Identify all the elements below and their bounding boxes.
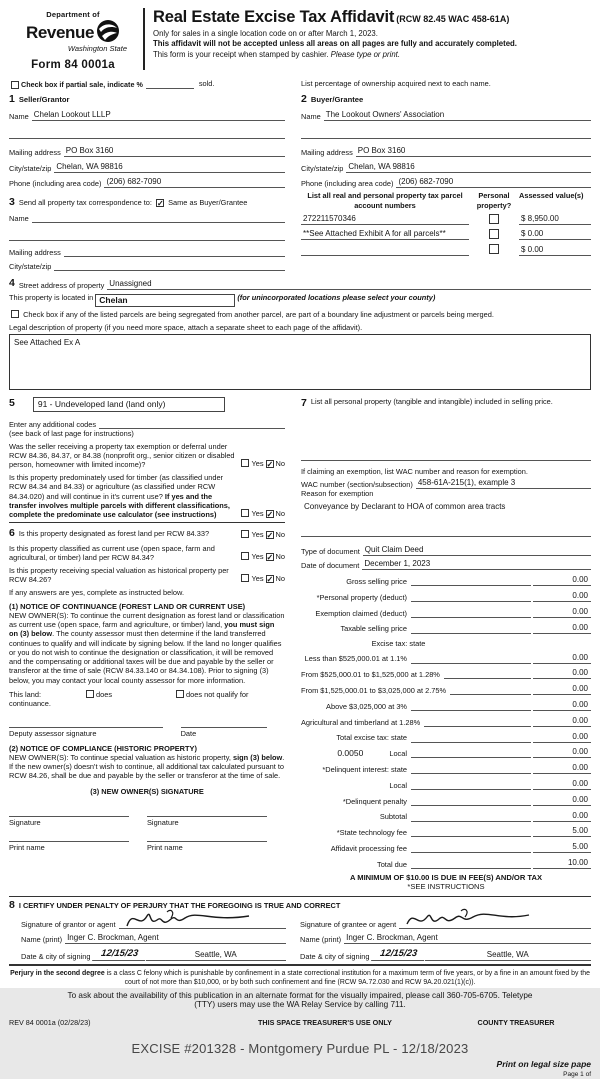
grantee-signature-label: Signature of grantee or agent [300, 919, 397, 929]
perjury-statement: Perjury in the second degree is a class C felony which is punishable by confinement in a state correctional institution for a maximum term of five years, or by a fine in an amount fixed by the court of not more than $10,000, or by both such confinement and fine (RCW 9A.72.030 and RCW 9A.20.021(1)(c)). [10, 969, 590, 986]
street-address-label: Street address of property [18, 281, 105, 290]
buyer-mailing-field[interactable]: PO Box 3160 [356, 146, 591, 157]
legal-description-field[interactable]: See Attached Ex A [9, 334, 591, 390]
owner-signature-field-2[interactable] [147, 808, 267, 817]
additional-codes-label: Enter any additional codes [9, 419, 97, 429]
type-of-document-field[interactable]: Quit Claim Deed [363, 545, 591, 556]
minimum-due-note: A MINIMUM OF $10.00 IS DUE IN FEE(S) AND/OR TAX [349, 872, 543, 882]
county-treasurer-label: COUNTY TREASURER [477, 1017, 555, 1027]
county-note: (for unincorporated locations please select your county) [237, 293, 436, 303]
personal-property-checkbox[interactable] [489, 229, 499, 239]
affidavit-processing-fee-value[interactable]: 5.00 [533, 842, 591, 853]
header-note-3: This form is your receipt when stamped by cashier. Please type or print. [153, 50, 401, 60]
new-owner-signature-title: (3) NEW OWNER(S) SIGNATURE [90, 786, 204, 796]
tax-corr-name-field[interactable] [32, 214, 285, 223]
washington-state-label: Washington State [67, 43, 127, 53]
subtotal-value[interactable]: 0.00 [533, 811, 591, 822]
form-title: Real Estate Excise Tax Affidavit [153, 8, 395, 26]
land-use-code-select[interactable]: 91 - Undeveloped land (land only) [33, 397, 225, 412]
local-tax-value[interactable]: 0.00 [533, 747, 591, 758]
tier2-row: From $525,000.01 to $1,525,000 at 1.28% 0.00 [301, 668, 591, 679]
parcel-numbers-header: List all real and personal property tax parcel account numbers [307, 191, 463, 210]
parcel-number-field[interactable]: **See Attached Exhibit A for all parcels** [301, 229, 469, 240]
seller-phone-field[interactable]: (206) 682-7090 [104, 177, 285, 188]
state-technology-fee-value[interactable]: 5.00 [533, 826, 591, 837]
print-name-label: Print name [9, 843, 45, 853]
buyer-phone-field[interactable]: (206) 682-7090 [396, 177, 591, 188]
excise-tax-state-header: Excise tax: state [371, 638, 426, 648]
affidavit-processing-fee-row: Affidavit processing fee 5.00 [301, 842, 591, 853]
ownership-percentage-note: List percentage of ownership acquired next to each name. [301, 79, 491, 89]
deputy-assessor-signature-field[interactable] [9, 719, 163, 728]
does-label: does [96, 689, 113, 699]
reason-for-exemption-field[interactable]: Conveyance by Declarant to HOA of common area tracts [304, 502, 506, 512]
page-number-note: Page 1 of [563, 1070, 591, 1078]
tier4-value[interactable]: 0.00 [533, 700, 591, 711]
personal-property-checkbox[interactable] [489, 214, 499, 224]
section2-header: 2 Buyer/Grantee [301, 92, 364, 105]
tier4-row: Above $3,025,000 at 3% 0.00 [301, 700, 591, 711]
seller-name2-field[interactable] [9, 130, 285, 139]
grantee-signature-ink [403, 906, 533, 932]
dor-logo-block [9, 6, 137, 72]
section4: 4 Street address of property Unassigned This property is located in Chelan (for unincorporated locations please select your county) Check box if any of the listed parcels are being segregated from another parcel, are part of a boundary line adjustment or parcels being merged. Legal description of property (if you need more space, attach a separate sheet to each page of the affidavit). See Attached Ex A [9, 277, 591, 390]
notice2-body: NEW OWNER(S): To continue special valuation as historic property, sign (3) below. If the new owner(s) doesn't wish to continue, all additional tax calculated pursuant to RCW 84.26, shall be due and payable by the seller or transferor at the time of sale. [9, 752, 285, 781]
subtotal-row: Subtotal 0.00 [301, 811, 591, 822]
state-technology-fee-row: *State technology fee 5.00 [301, 826, 591, 837]
does-not-checkbox[interactable] [176, 690, 184, 698]
delinquent-interest-local-row: Local 0.00 [301, 779, 591, 790]
gross-selling-price-row: Gross selling price 0.00 [301, 575, 591, 586]
legal-description-label: Legal description of property (if you need more space, attach a separate sheet to each page of the affidavit). [9, 322, 363, 332]
grantee-date-city-label: Date & city of signing [300, 951, 370, 961]
print-legal-size-note: Print on legal size pape [496, 1058, 591, 1069]
personal-property-checkbox[interactable] [489, 244, 499, 254]
header-note-1: Only for sales in a single location code on or after March 1, 2023. [153, 28, 378, 38]
q-exemption-yes-checkbox[interactable] [241, 459, 249, 467]
grantor-signature-ink [123, 906, 253, 932]
q-forest-yes-checkbox[interactable] [241, 530, 249, 538]
revenue-wordmark: Revenue [25, 22, 95, 42]
segregated-checkbox[interactable] [11, 310, 19, 318]
signature-label: Signature [147, 817, 179, 827]
tier2-value[interactable]: 0.00 [533, 668, 591, 679]
treasurer-use-label: THIS SPACE TREASURER'S USE ONLY [258, 1017, 392, 1027]
instructions-note: If any answers are yes, complete as instructed below. [9, 588, 184, 598]
personal-property-header: Personal property? [476, 191, 512, 210]
total-due-value[interactable]: 10.00 [533, 858, 591, 869]
form-header [9, 6, 591, 72]
seller-mailing-field[interactable]: PO Box 3160 [64, 146, 285, 157]
exemption-claimed-row: Exemption claimed (deduct) 0.00 [301, 607, 591, 618]
seller-name-label: Name [9, 112, 29, 121]
grantor-city-field[interactable]: Seattle, WA [146, 950, 286, 961]
grantee-signature-field[interactable] [399, 918, 591, 929]
header-note-2: This affidavit will not be accepted unless all areas on all pages are fully and accurately completed. [153, 39, 517, 49]
does-checkbox[interactable] [86, 690, 94, 698]
grantor-signature-label: Signature of grantor or agent [21, 919, 116, 929]
exemption-note: If claiming an exemption, list WAC number and reason for exemption. [301, 466, 528, 476]
grantor-print-name-label: Name (print) [21, 934, 63, 944]
footer-row [9, 1018, 591, 1027]
historic-property-question: Is this property receiving special valuation as historical property per RCW 84.26? Yes ✓ No [9, 565, 285, 585]
taxable-selling-price-value[interactable]: 0.00 [533, 623, 591, 634]
q-forest-no-checkbox[interactable]: ✓ [266, 531, 274, 541]
parcel-row [301, 244, 591, 255]
same-as-buyer-label: Same as Buyer/Grantee [168, 198, 248, 208]
assessed-value-field[interactable]: $ 8,950.00 [519, 214, 591, 225]
deputy-date-field[interactable] [181, 719, 267, 728]
q-timber-yes-checkbox[interactable] [241, 509, 249, 517]
delinquent-interest-state-row: *Delinquent interest: state 0.00 [301, 763, 591, 774]
timber-agriculture-question: Is this property predominately used for timber (as classified under RCW 84.34 and 84.33) or agriculture (as classified under RCW 84.34.020) and will continue in it's current use? If yes and the transfer involves multiple parcels with different classifications, complete the predominate use calculator (see instructions) Yes ✓ No [9, 473, 285, 519]
buyer-city-field[interactable]: Chelan, WA 98816 [346, 162, 591, 173]
total-excise-state-value[interactable]: 0.00 [533, 732, 591, 743]
assessed-values-header: Assessed value(s) [519, 191, 584, 201]
tax-corr-mailing-field[interactable] [64, 248, 285, 257]
local-rate-row: 0.0050 Local 0.00 [301, 747, 591, 758]
agricultural-timberland-value[interactable]: 0.00 [533, 716, 591, 727]
seller-city-field[interactable]: Chelan, WA 98816 [54, 162, 285, 173]
located-in-label: This property is located in [9, 293, 94, 303]
tax-corr-name2-field[interactable] [9, 232, 285, 241]
grantee-date-field[interactable]: 12/15/23 [372, 948, 427, 961]
seller-city-label: City/state/zip [9, 163, 52, 173]
reason-for-exemption-label: Reason for exemption [301, 489, 374, 499]
additional-codes-field[interactable] [99, 420, 285, 429]
delinquent-penalty-value[interactable]: 0.00 [533, 795, 591, 806]
date-of-document-field[interactable]: December 1, 2023 [362, 559, 591, 570]
print-name-label: Print name [147, 843, 183, 853]
personal-property-list-label: List all personal property (tangible and intangible) included in selling price. [310, 396, 553, 406]
assessed-value-field[interactable]: $ 0.00 [519, 245, 591, 256]
agricultural-timberland-row: Agricultural and timberland at 1.28% 0.00 [301, 716, 591, 727]
owner-printname-field-1[interactable] [9, 833, 129, 842]
tier3-row: From $1,525,000.01 to $3,025,000 at 2.75% 0.00 [301, 684, 591, 695]
date-of-document-label: Date of document [301, 561, 360, 571]
seller-phone-label: Phone (including area code) [9, 179, 102, 188]
certify-statement: I CERTIFY UNDER PENALTY OF PERJURY THAT THE FOREGOING IS TRUE AND CORRECT [18, 900, 341, 910]
owner-signature-field-1[interactable] [9, 808, 129, 817]
signature-label: Signature [9, 817, 41, 827]
parcel-row [301, 214, 591, 225]
continuance-label: continuance. [9, 699, 51, 709]
notice2-title: (2) NOTICE OF COMPLIANCE (HISTORIC PROPERTY) [9, 743, 197, 753]
section1-header: 1 Seller/Grantor [9, 92, 70, 105]
forest-land-question: 6 Is this property designated as forest land per RCW 84.33? Yes ✓ No [9, 527, 285, 541]
see-instructions-note: *SEE INSTRUCTIONS [407, 882, 485, 892]
tax-corr-mailing-label: Mailing address [9, 248, 61, 258]
type-of-document-label: Type of document [301, 547, 360, 557]
land-qualify-row [9, 690, 285, 699]
notice1-body: NEW OWNER(S): To continue the current designation as forest land or classification as current use (open space, farm and agriculture, or timber) land, you must sign on (3) below. The county assessor must then determine if the land transferred continues to qualify and will indicate by signing below. If the land no longer qualifies or you do not wish to continue the designation or classification, it will be removed and the compensating or additional taxes will be due and payable by the seller or transferor at the time of sale (RCW 84.33.140 or 84.34.108). Prior to signing (3) below, you may contact your local county assessor for more information. [9, 610, 285, 685]
accessibility-statement: To ask about the availability of this publication in an alternate format for the visually impaired, please call 360-705-6705. Teletype (TTY) users may use the WA Relay Service by calling 711. [67, 990, 533, 1010]
total-excise-state-row: Total excise tax: state 0.00 [301, 732, 591, 743]
county-select[interactable]: Chelan [95, 294, 235, 307]
delinquent-interest-state-value[interactable]: 0.00 [533, 763, 591, 774]
revenue-swirl-icon [96, 19, 120, 45]
q-historic-yes-checkbox[interactable] [241, 574, 249, 582]
this-land-label: This land: [9, 689, 42, 699]
exemption-deferral-question: Was the seller receiving a property tax exemption or deferral under RCW 84.36, 84.37, or 84.38 (nonprofit org., senior citizen or disabled person, homeowner with limited income)? Yes ✓ No [9, 441, 285, 470]
rev-form-number: REV 84 0001a (02/28/23) [9, 1017, 91, 1027]
see-back-note: (see back of last page for instructions) [9, 429, 134, 438]
section3-header: 3 Send all property tax correspondence to: ✓ Same as Buyer/Grantee [9, 196, 248, 209]
segregated-label: Check box if any of the listed parcels are being segregated from another parcel, are part of a boundary line adjustment or parcels being merged. [23, 310, 494, 320]
tax-corr-city-label: City/state/zip [9, 261, 52, 271]
owner-printname-field-2[interactable] [147, 833, 267, 842]
grantee-print-name-label: Name (print) [300, 934, 342, 944]
grantor-date-field[interactable]: 12/15/23 [93, 948, 148, 961]
deputy-assessor-label: Deputy assessor signature [9, 729, 97, 739]
deputy-date-label: Date [180, 729, 197, 739]
buyer-mailing-label: Mailing address [301, 148, 353, 157]
personal-property-deduct-row: *Personal property (deduct) 0.00 [301, 591, 591, 602]
buyer-name-label: Name [301, 112, 321, 121]
section5-number: 5 [9, 396, 15, 409]
header-divider [143, 8, 145, 70]
q-exemption-no-checkbox[interactable]: ✓ [266, 460, 274, 470]
delinquent-penalty-row: *Delinquent penalty 0.00 [301, 795, 591, 806]
personal-property-list-field[interactable] [301, 452, 591, 461]
total-due-row: Total due 10.00 [301, 858, 591, 869]
partial-sale-label: Check box if partial sale, indicate % [21, 79, 143, 89]
seller-mailing-label: Mailing address [9, 148, 61, 157]
exemption-claimed-value[interactable]: 0.00 [533, 607, 591, 618]
tax-corr-name-label: Name [9, 213, 29, 223]
section7-header: 7 List all personal property (tangible and intangible) included in selling price. [301, 396, 553, 409]
rcw-reference: (RCW 82.45 WAC 458-61A) [396, 14, 510, 24]
tier1-value[interactable]: 0.00 [533, 653, 591, 664]
wac-number-field[interactable]: 458-61A-215(1), example 3 [416, 478, 591, 489]
tier1-row: Less than $525,000.01 at 1.1% 0.00 [301, 653, 591, 664]
grantor-signature-field[interactable] [119, 918, 287, 929]
parcel-number-field[interactable] [301, 247, 469, 256]
wac-number-label: WAC number (section/subsection) [301, 479, 413, 489]
does-not-label: does not qualify for [186, 689, 249, 699]
parcel-row [301, 229, 591, 240]
excise-stamp: EXCISE #201328 - Montgomery Purdue PL - 12/18/2023 [131, 1040, 469, 1056]
same-as-buyer-checkbox[interactable]: ✓ [157, 199, 164, 209]
buyer-phone-label: Phone (including area code) [301, 179, 394, 188]
grantee-city-field[interactable]: Seattle, WA [425, 950, 591, 961]
section8-header: 8 I CERTIFY UNDER PENALTY OF PERJURY THAT THE FOREGOING IS TRUE AND CORRECT [9, 898, 341, 911]
assessed-value-field[interactable]: $ 0.00 [519, 229, 591, 240]
tier3-value[interactable]: 0.00 [533, 684, 591, 695]
buyer-name2-field[interactable] [301, 130, 591, 139]
partial-sale-percent-field[interactable] [146, 80, 194, 89]
q-historic-no-checkbox[interactable]: ✓ [266, 575, 274, 585]
gross-selling-price-value[interactable]: 0.00 [533, 575, 591, 586]
local-rate-value: 0.0050 [337, 747, 364, 758]
parcel-number-field[interactable]: 272211570346 [301, 214, 469, 225]
q-currentuse-yes-checkbox[interactable] [241, 552, 249, 560]
tax-corr-city-field[interactable] [54, 262, 285, 271]
buyer-city-label: City/state/zip [301, 163, 344, 173]
dept-of-label: Department of [46, 10, 100, 19]
delinquent-interest-local-value[interactable]: 0.00 [533, 779, 591, 790]
street-address-field[interactable]: Unassigned [107, 279, 227, 290]
q-currentuse-no-checkbox[interactable]: ✓ [266, 553, 274, 563]
personal-property-deduct-value[interactable]: 0.00 [533, 591, 591, 602]
taxable-selling-price-row: Taxable selling price 0.00 [301, 623, 591, 634]
current-use-question: Is this property classified as current use (open space, farm and agricultural, or timber) land per RCW 84.34? Yes ✓ No [9, 543, 285, 563]
parcel-table-header [301, 191, 591, 210]
sold-label: sold. [198, 79, 215, 89]
grantor-print-name-field[interactable]: Inger C. Brockman, Agent [65, 933, 286, 944]
q-timber-no-checkbox[interactable]: ✓ [266, 510, 274, 519]
grantor-date-city-label: Date & city of signing [21, 951, 91, 961]
grantee-print-name-field[interactable]: Inger C. Brockman, Agent [344, 933, 591, 944]
partial-sale-checkbox[interactable] [11, 81, 19, 89]
seller-name-field[interactable]: Chelan Lookout LLLP [32, 110, 285, 121]
buyer-name-field[interactable]: The Lookout Owners' Association [324, 110, 591, 121]
notice1-title: (1) NOTICE OF CONTINUANCE (FOREST LAND OR CURRENT USE) [9, 601, 246, 611]
form-number: Form 84 0001a [31, 59, 115, 71]
